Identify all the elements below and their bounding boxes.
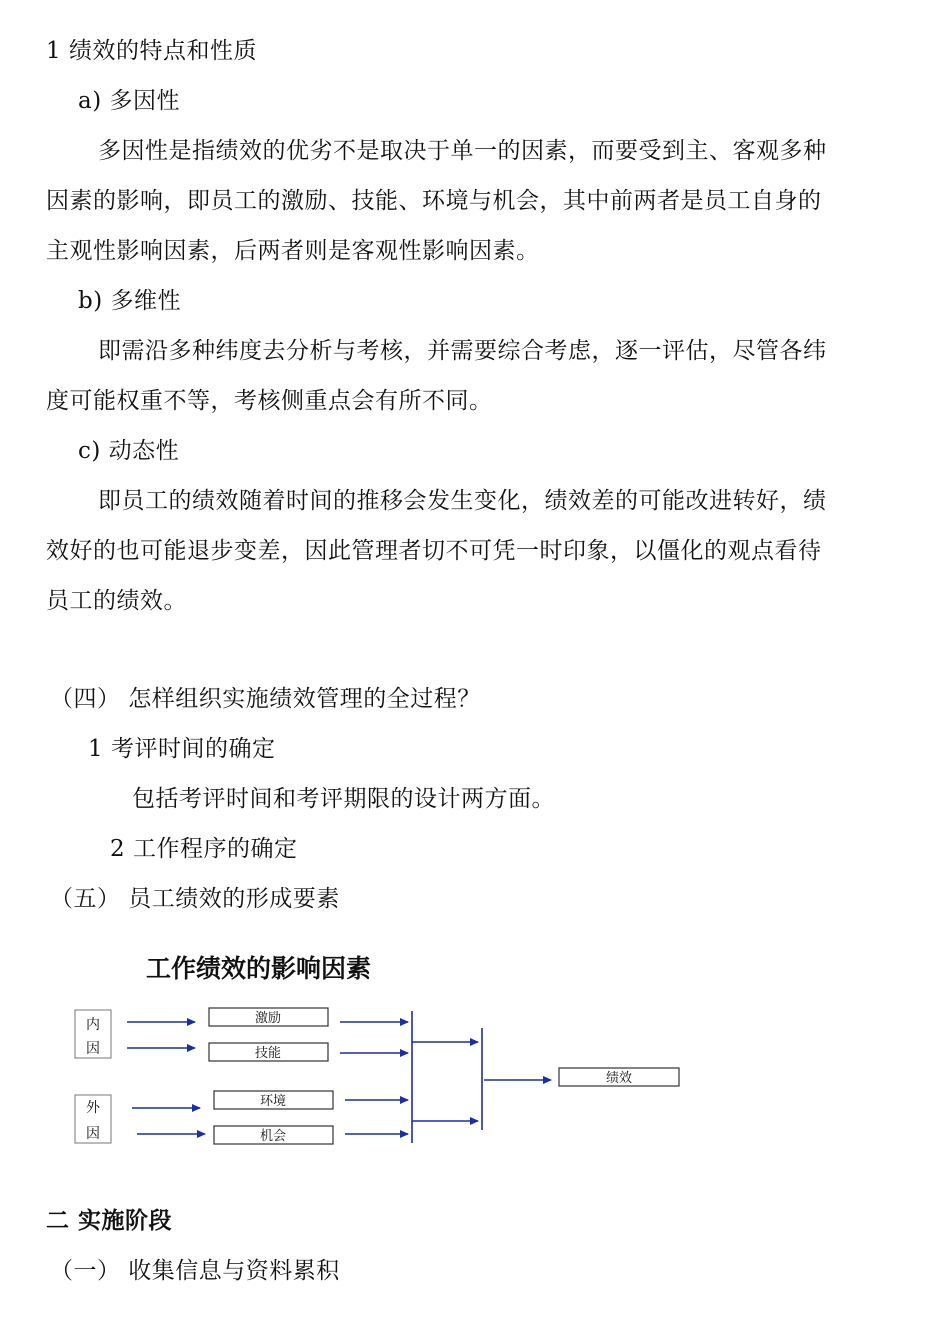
- performance-factors-diagram: [60, 945, 700, 1155]
- text-line: 即需沿多种纬度去分析与考核，并需要综合考虑，逐一评估，尽管各纬: [98, 338, 827, 364]
- text-line: c) 动态性: [78, 438, 180, 464]
- text-line: （四） 怎样组织实施绩效管理的全过程？: [50, 686, 481, 712]
- text-line: 2 工作程序的确定: [110, 836, 298, 862]
- text-line: 多因性是指绩效的优劣不是取决于单一的因素，而要受到主、客观多种: [98, 138, 827, 164]
- text-line: （五） 员工绩效的形成要素: [50, 886, 340, 912]
- text-line: 主观性影响因素，后两者则是客观性影响因素。: [46, 238, 540, 264]
- text-line: 包括考评时间和考评期限的设计两方面。: [132, 786, 555, 812]
- text-line: 度可能权重不等，考核侧重点会有所不同。: [46, 388, 493, 414]
- section-heading: 二 实施阶段: [46, 1208, 173, 1234]
- text-line: 1 考评时间的确定: [88, 736, 276, 762]
- text-line: b) 多维性: [78, 288, 182, 314]
- diagram-title: 工作绩效的影响因素: [146, 954, 372, 983]
- text-line: 员工的绩效。: [46, 588, 187, 614]
- text-line: （一） 收集信息与资料累积: [50, 1258, 340, 1284]
- factor-label-opportunity: 机会: [259, 1129, 287, 1144]
- text-line: 1 绩效的特点和性质: [46, 38, 257, 64]
- factor-label-motivation: 激励: [254, 1011, 282, 1026]
- internal-label-1: 内: [86, 1017, 100, 1033]
- internal-label-2: 因: [86, 1041, 100, 1057]
- external-label-2: 因: [86, 1126, 100, 1142]
- text-line: 即员工的绩效随着时间的推移会发生变化，绩效差的可能改进转好，绩: [98, 488, 827, 514]
- factor-label-environment: 环境: [259, 1094, 287, 1109]
- factor-label-skill: 技能: [254, 1046, 282, 1061]
- text-line: 因素的影响，即员工的激励、技能、环境与机会，其中前两者是员工自身的: [46, 188, 822, 214]
- result-label-performance: 绩效: [605, 1071, 633, 1086]
- text-line: a) 多因性: [78, 88, 180, 114]
- external-label-1: 外: [86, 1100, 100, 1116]
- text-line: 效好的也可能退步变差，因此管理者切不可凭一时印象，以僵化的观点看待: [46, 538, 822, 564]
